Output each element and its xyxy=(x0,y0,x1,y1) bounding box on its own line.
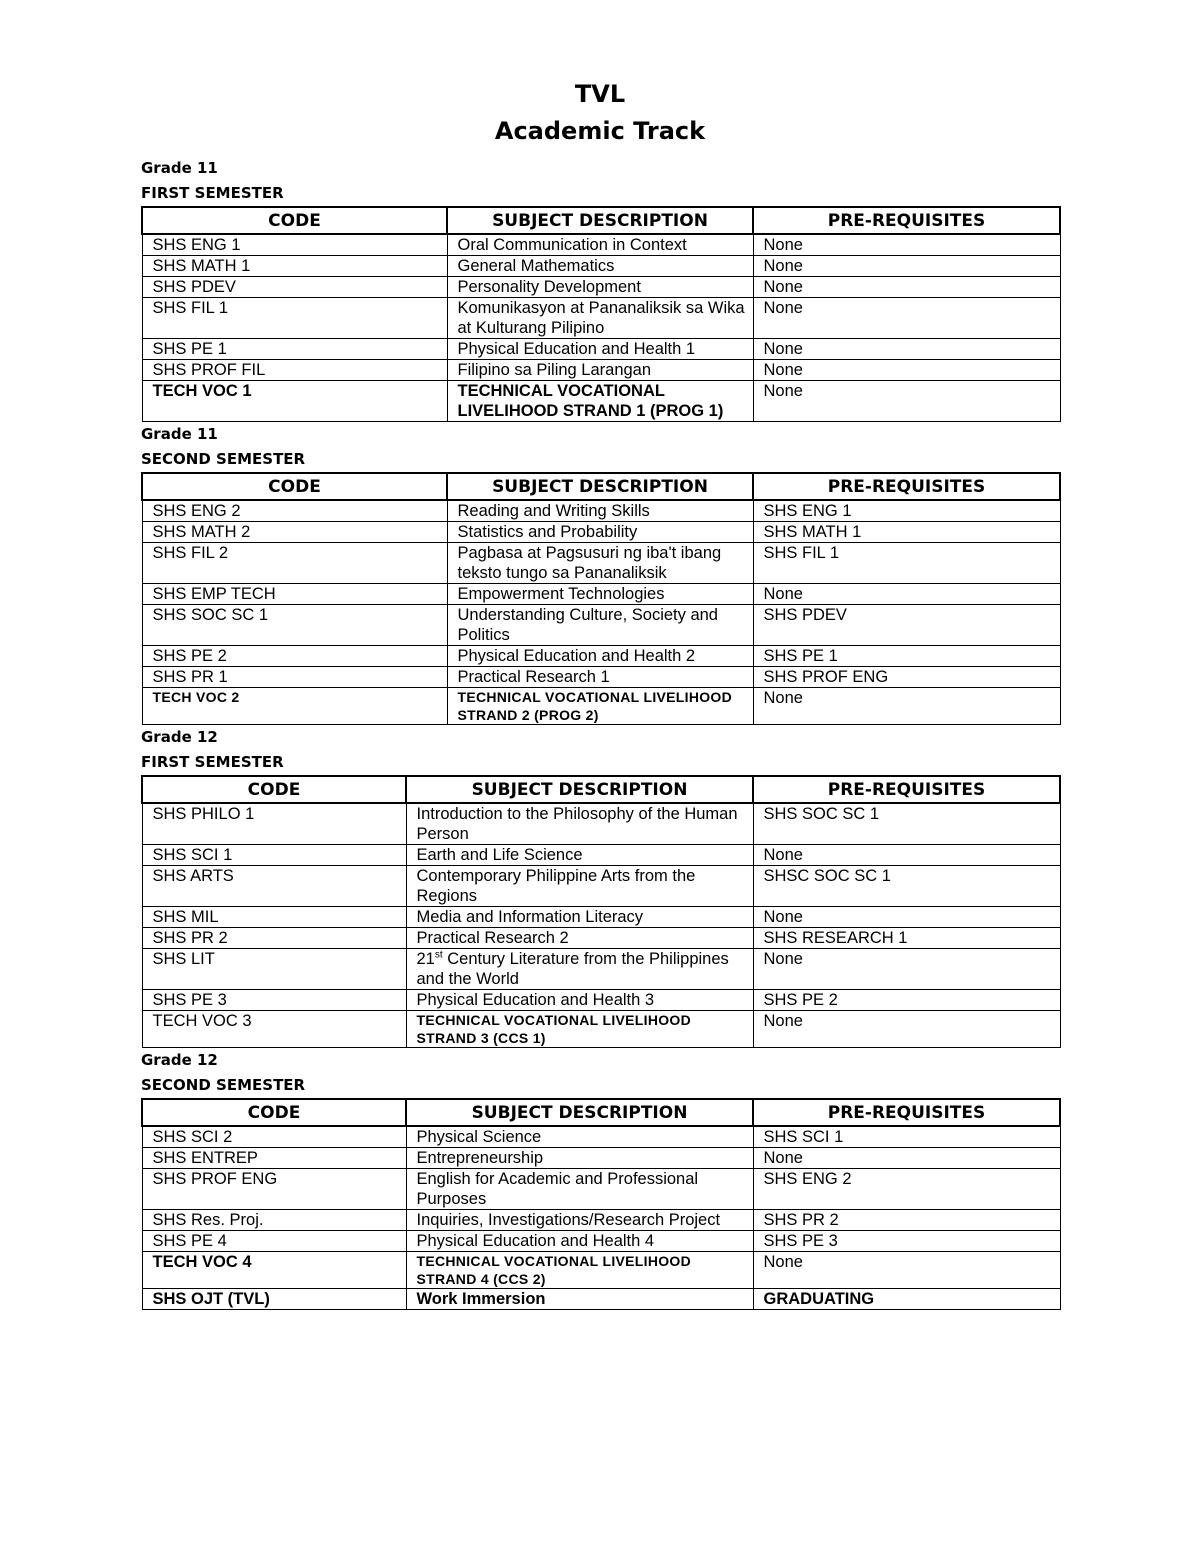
table-row xyxy=(142,928,1060,949)
subjects-table-g12-sem1 xyxy=(141,775,1061,1048)
subject-prereq: SHSC SOC SC 1 xyxy=(753,866,1060,907)
subject-description: Physical Education and Health 1 xyxy=(447,339,753,360)
subject-prereq: None xyxy=(753,1252,1060,1289)
table-row xyxy=(142,907,1060,928)
subject-code: SHS SOC SC 1 xyxy=(142,605,447,646)
subject-description: Personality Development xyxy=(447,277,753,298)
subject-code: SHS SCI 2 xyxy=(142,1126,406,1148)
table-row xyxy=(142,1210,1060,1231)
table-row xyxy=(142,234,1060,256)
table-row xyxy=(142,543,1060,584)
subject-description: Komunikasyon at Pananaliksik sa Wika at Kulturang Pilipino xyxy=(447,298,753,339)
table-row xyxy=(142,277,1060,298)
table-row xyxy=(142,646,1060,667)
subject-description: Earth and Life Science xyxy=(406,845,753,866)
subject-prereq: SHS SCI 1 xyxy=(753,1126,1060,1148)
column-header-description: SUBJECT DESCRIPTION xyxy=(406,776,753,803)
column-header-code: CODE xyxy=(142,1099,406,1126)
subject-prereq: SHS RESEARCH 1 xyxy=(753,928,1060,949)
subject-prereq: None xyxy=(753,360,1060,381)
subjects-table-g12-sem2 xyxy=(141,1098,1061,1310)
subject-prereq: SHS ENG 1 xyxy=(753,500,1060,522)
column-header-code: CODE xyxy=(142,473,447,500)
description-rest: Century Literature from the Philippines and the World xyxy=(416,950,729,988)
table-row xyxy=(142,1126,1060,1148)
column-header-description: SUBJECT DESCRIPTION xyxy=(447,473,753,500)
subject-prereq: None xyxy=(753,339,1060,360)
subject-prereq: None xyxy=(753,298,1060,339)
subject-prereq: None xyxy=(753,234,1060,256)
subject-prereq: None xyxy=(753,277,1060,298)
subject-description: Entrepreneurship xyxy=(406,1148,753,1169)
subject-description: Filipino sa Piling Larangan xyxy=(447,360,753,381)
subject-description: TECHNICAL VOCATIONAL LIVELIHOOD STRAND 3 (CCS 1) xyxy=(406,1011,753,1048)
table-row xyxy=(142,1231,1060,1252)
subject-prereq: None xyxy=(753,381,1060,422)
subject-prereq: SHS ENG 2 xyxy=(753,1169,1060,1210)
subject-code: SHS SCI 1 xyxy=(142,845,406,866)
subject-description: English for Academic and Professional Purposes xyxy=(406,1169,753,1210)
table-row xyxy=(142,1148,1060,1169)
column-header-code: CODE xyxy=(142,776,406,803)
subject-description: Reading and Writing Skills xyxy=(447,500,753,522)
table-row xyxy=(142,256,1060,277)
grade-label: Grade 12 xyxy=(141,728,218,746)
subject-description: Work Immersion xyxy=(406,1289,753,1310)
subject-prereq: None xyxy=(753,907,1060,928)
subjects-table-g11-sem1 xyxy=(141,206,1061,422)
subject-code: TECH VOC 1 xyxy=(142,381,447,422)
subject-code: SHS ENG 2 xyxy=(142,500,447,522)
subject-description: Empowerment Technologies xyxy=(447,584,753,605)
century-number: 21 xyxy=(416,950,435,968)
subject-code: SHS FIL 2 xyxy=(142,543,447,584)
subject-code: SHS FIL 1 xyxy=(142,298,447,339)
table-row xyxy=(142,298,1060,339)
subject-description: Physical Education and Health 3 xyxy=(406,990,753,1011)
subject-code: SHS PE 2 xyxy=(142,646,447,667)
subject-prereq: SHS PDEV xyxy=(753,605,1060,646)
table-row xyxy=(142,949,1060,990)
subject-prereq: SHS PE 2 xyxy=(753,990,1060,1011)
subject-description: Introduction to the Philosophy of the Human Person xyxy=(406,803,753,845)
subject-description: Inquiries, Investigations/Research Project xyxy=(406,1210,753,1231)
subject-code: SHS EMP TECH xyxy=(142,584,447,605)
subject-code: SHS PE 1 xyxy=(142,339,447,360)
table-header-row xyxy=(142,1099,1060,1126)
subject-code: SHS PR 2 xyxy=(142,928,406,949)
subject-code: SHS PE 3 xyxy=(142,990,406,1011)
table-row xyxy=(142,845,1060,866)
ordinal-suffix: st xyxy=(434,949,443,961)
subject-code: TECH VOC 3 xyxy=(142,1011,406,1048)
subject-code: SHS LIT xyxy=(142,949,406,990)
subject-description: TECHNICAL VOCATIONAL LIVELIHOOD STRAND 2 (PROG 2) xyxy=(447,688,753,725)
semester-label: SECOND SEMESTER xyxy=(141,450,306,468)
subject-code: SHS PROF ENG xyxy=(142,1169,406,1210)
subject-code: TECH VOC 2 xyxy=(142,688,447,725)
table-row xyxy=(142,584,1060,605)
table-row xyxy=(142,381,1060,422)
semester-label: FIRST SEMESTER xyxy=(141,753,284,771)
subject-description: Contemporary Philippine Arts from the Regions xyxy=(406,866,753,907)
subject-prereq: None xyxy=(753,688,1060,725)
subject-code: SHS Res. Proj. xyxy=(142,1210,406,1231)
subject-description: Media and Information Literacy xyxy=(406,907,753,928)
subject-prereq: SHS PE 3 xyxy=(753,1231,1060,1252)
subject-prereq: None xyxy=(753,1011,1060,1048)
subject-prereq: SHS PE 1 xyxy=(753,646,1060,667)
subject-description: Physical Science xyxy=(406,1126,753,1148)
column-header-description: SUBJECT DESCRIPTION xyxy=(447,207,753,234)
column-header-prereq: PRE-REQUISITES xyxy=(753,776,1060,803)
subjects-table-g11-sem2 xyxy=(141,472,1061,725)
subject-description: Statistics and Probability xyxy=(447,522,753,543)
column-header-code: CODE xyxy=(142,207,447,234)
table-row xyxy=(142,522,1060,543)
subject-description: Practical Research 2 xyxy=(406,928,753,949)
semester-label: FIRST SEMESTER xyxy=(141,184,284,202)
subject-code: SHS ARTS xyxy=(142,866,406,907)
table-row xyxy=(142,1011,1060,1048)
grade-label: Grade 11 xyxy=(141,425,218,443)
table-row xyxy=(142,990,1060,1011)
subject-prereq: SHS PROF ENG xyxy=(753,667,1060,688)
table-header-row xyxy=(142,473,1060,500)
subject-code: SHS OJT (TVL) xyxy=(142,1289,406,1310)
subject-code: TECH VOC 4 xyxy=(142,1252,406,1289)
subject-code: SHS PHILO 1 xyxy=(142,803,406,845)
subject-code: SHS PROF FIL xyxy=(142,360,447,381)
table-row xyxy=(142,500,1060,522)
subject-prereq: None xyxy=(753,584,1060,605)
subject-prereq: GRADUATING xyxy=(753,1289,1060,1310)
subject-description: Practical Research 1 xyxy=(447,667,753,688)
table-row xyxy=(142,339,1060,360)
column-header-prereq: PRE-REQUISITES xyxy=(753,1099,1060,1126)
subject-description: Pagbasa at Pagsusuri ng iba't ibang teksto tungo sa Pananaliksik xyxy=(447,543,753,584)
subject-description: Physical Education and Health 2 xyxy=(447,646,753,667)
subject-prereq: SHS SOC SC 1 xyxy=(753,803,1060,845)
subject-code: SHS PR 1 xyxy=(142,667,447,688)
subject-prereq: None xyxy=(753,256,1060,277)
document-subtitle: Academic Track xyxy=(494,117,706,145)
column-header-description: SUBJECT DESCRIPTION xyxy=(406,1099,753,1126)
subject-prereq: None xyxy=(753,1148,1060,1169)
subject-description xyxy=(406,949,753,990)
document-page xyxy=(141,76,1059,1310)
subject-description: General Mathematics xyxy=(447,256,753,277)
table-row xyxy=(142,605,1060,646)
subject-code: SHS ENG 1 xyxy=(142,234,447,256)
subject-code: SHS MATH 2 xyxy=(142,522,447,543)
subject-prereq: None xyxy=(753,949,1060,990)
table-row xyxy=(142,866,1060,907)
table-header-row xyxy=(142,207,1060,234)
table-row xyxy=(142,1169,1060,1210)
subject-description: TECHNICAL VOCATIONAL LIVELIHOOD STRAND 4 (CCS 2) xyxy=(406,1252,753,1289)
subject-code: SHS PDEV xyxy=(142,277,447,298)
subject-description: Understanding Culture, Society and Politics xyxy=(447,605,753,646)
subject-code: SHS MATH 1 xyxy=(142,256,447,277)
table-row xyxy=(142,688,1060,725)
table-row xyxy=(142,360,1060,381)
table-header-row xyxy=(142,776,1060,803)
table-row xyxy=(142,1289,1060,1310)
subject-code: SHS MIL xyxy=(142,907,406,928)
subject-description: Oral Communication in Context xyxy=(447,234,753,256)
column-header-prereq: PRE-REQUISITES xyxy=(753,473,1060,500)
table-row xyxy=(142,1252,1060,1289)
subject-prereq: SHS MATH 1 xyxy=(753,522,1060,543)
subject-code: SHS PE 4 xyxy=(142,1231,406,1252)
subject-prereq: SHS FIL 1 xyxy=(753,543,1060,584)
grade-label: Grade 12 xyxy=(141,1051,218,1069)
subject-prereq: None xyxy=(753,845,1060,866)
subject-code: SHS ENTREP xyxy=(142,1148,406,1169)
table-row xyxy=(142,667,1060,688)
subject-prereq: SHS PR 2 xyxy=(753,1210,1060,1231)
column-header-prereq: PRE-REQUISITES xyxy=(753,207,1060,234)
table-row xyxy=(142,803,1060,845)
subject-description: Physical Education and Health 4 xyxy=(406,1231,753,1252)
subject-description: TECHNICAL VOCATIONAL LIVELIHOOD STRAND 1 (PROG 1) xyxy=(447,381,753,422)
document-title: TVL xyxy=(574,80,626,108)
grade-label: Grade 11 xyxy=(141,159,218,177)
semester-label: SECOND SEMESTER xyxy=(141,1076,306,1094)
